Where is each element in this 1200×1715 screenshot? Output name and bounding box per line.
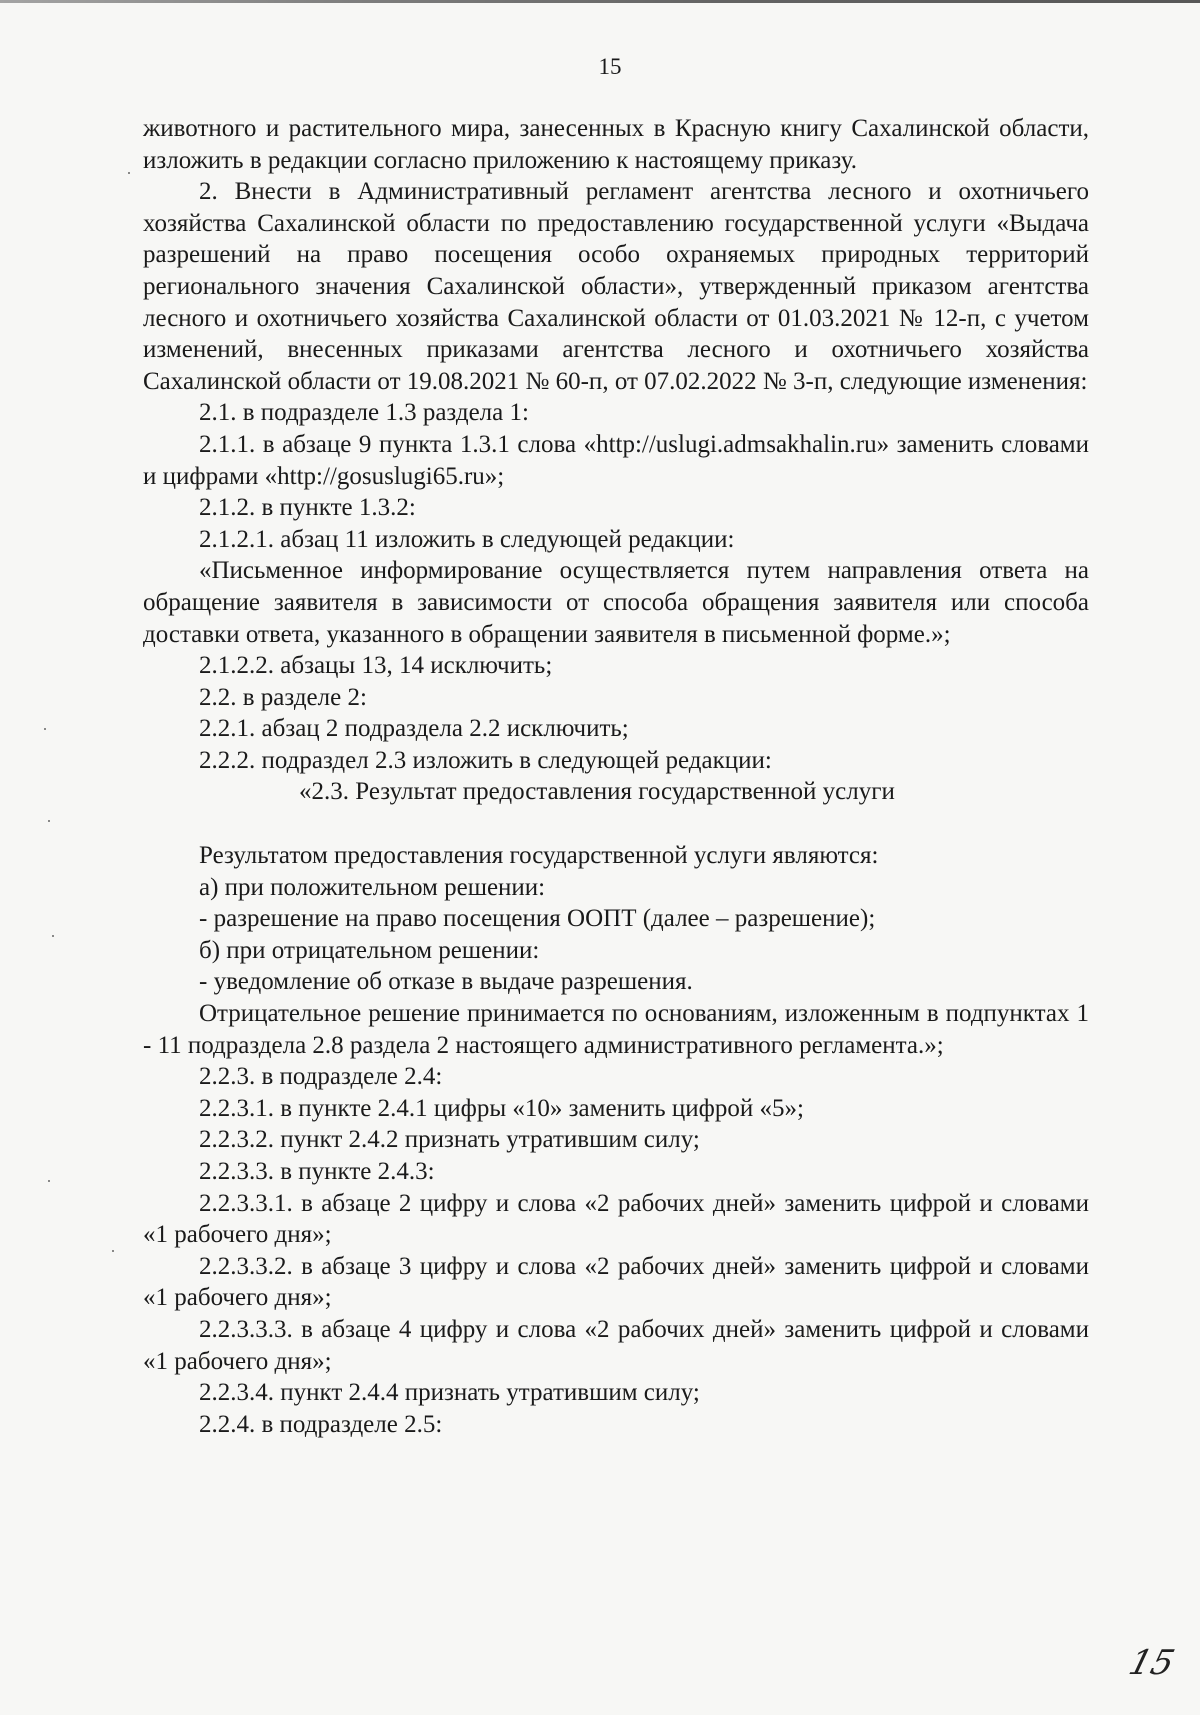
blank-line — [143, 808, 1089, 840]
paragraph: 2.2.3.4. пункт 2.4.4 признать утратившим силу; — [199, 1379, 700, 1407]
paragraph: 2.2.2. подраздел 2.3 изложить в следующей редакции: — [199, 746, 772, 774]
paragraph: б) при отрицательном решении: — [199, 936, 540, 964]
paragraph: 2.2.3.3. в пункте 2.4.3: — [199, 1158, 435, 1185]
paragraph: 2.2.3.3.2. в абзаце 3 цифру и слова «2 рабочих дней» заменить цифрой и словами «1 рабочего дня»; — [143, 1252, 1089, 1312]
scan-speck — [52, 935, 54, 937]
section-heading: «2.3. Результат предоставления государственной услуги — [299, 778, 895, 806]
paragraph: 2.2. в разделе 2: — [199, 683, 367, 711]
paragraph: - разрешение на право посещения ООПТ (далее – разрешение); — [199, 905, 876, 933]
paragraph: 2.2.3.1. в пункте 2.4.1 цифры «10» заменить цифрой «5»; — [199, 1094, 804, 1122]
paragraph: 2.1.1. в абзаце 9 пункта 1.3.1 слова «http://uslugi.admsakhalin.ru» заменить словами и цифрами «http://gosuslugi65.ru»; — [143, 430, 1089, 490]
document-body — [143, 113, 1089, 1440]
handwritten-page-number: 15 — [1124, 1643, 1179, 1683]
paragraph: 2.1.2.2. абзацы 13, 14 исключить; — [199, 652, 553, 680]
scan-speck — [128, 172, 130, 174]
top-edge-rule — [0, 0, 1200, 3]
paragraph: 2.1.2.1. абзац 11 изложить в следующей редакции: — [199, 525, 735, 553]
scan-speck — [48, 820, 50, 822]
paragraph: 2.2.4. в подразделе 2.5: — [199, 1410, 443, 1438]
paragraph: 2.2.3.3.1. в абзаце 2 цифру и слова «2 рабочих дней» заменить цифрой и словами «1 рабочего дня»; — [143, 1189, 1089, 1249]
scan-speck — [48, 1180, 50, 1182]
paragraph: «Письменное информирование осуществляется путем направления ответа на обращение заявителя в зависимости от способа обращения заявителя или способа доставки ответа, указанного в обращении заявителя в письменной форме.»; — [143, 557, 1089, 648]
paragraph: 2.2.3. в подразделе 2.4: — [199, 1063, 443, 1091]
page-number: 15 — [598, 54, 622, 79]
scan-speck — [112, 1250, 114, 1252]
paragraph: Результатом предоставления государственной услуги являются: — [199, 842, 879, 870]
paragraph: 2.2.3.3.3. в абзаце 4 цифру и слова «2 рабочих дней» заменить цифрой и словами «1 рабочего дня»; — [143, 1315, 1089, 1375]
paragraph: а) при положительном решении: — [199, 873, 546, 901]
paragraph: 2.2.3.2. пункт 2.4.2 признать утратившим силу; — [199, 1126, 700, 1154]
paragraph: Отрицательное решение принимается по основаниям, изложенным в подпунктах 1 - 11 подраздела 2.8 раздела 2 настоящего административного регламента.»; — [143, 1000, 1089, 1059]
scan-speck — [44, 728, 46, 730]
paragraph: 2.2.1. абзац 2 подраздела 2.2 исключить; — [199, 715, 629, 743]
paragraph: животного и растительного мира, занесенных в Красную книгу Сахалинской области, изложить в редакции согласно приложению к настоящему приказу. — [143, 115, 1089, 174]
paragraph: 2.1. в подразделе 1.3 раздела 1: — [199, 399, 529, 427]
paragraph: 2.1.2. в пункте 1.3.2: — [199, 494, 416, 522]
paragraph: - уведомление об отказе в выдаче разрешения. — [199, 968, 693, 996]
paragraph: 2. Внести в Административный регламент агентства лесного и охотничьего хозяйства Сахалинской области по предоставлению государственной услуги «Выдача разрешений на право посещения особо охраняемых природных территорий регионального значения Сахалинской области», утвержденный приказом агентства лесного и охотничьего хозяйства Сахалинской области от 01.03.2021 № 12-п, с учетом изменений, внесенных приказами агентства лесного и охотничьего хозяйства Сахалинской области от 19.08.2021 № 60-п, от 07.02.2022 № 3-п, следующие изменения: — [143, 178, 1089, 395]
